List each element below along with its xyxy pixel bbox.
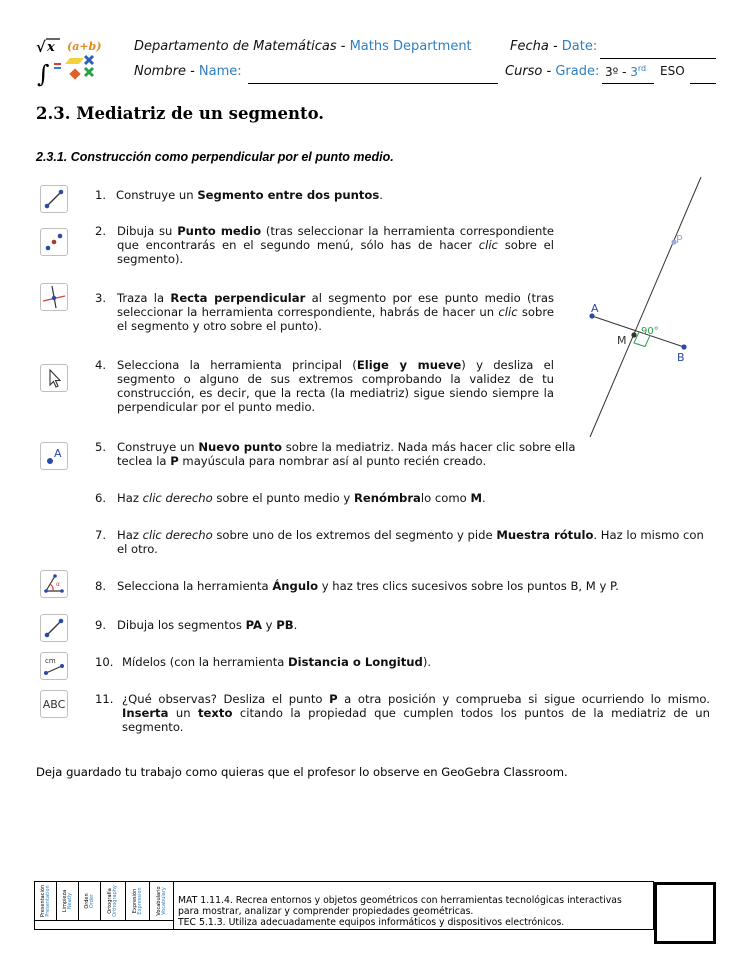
standard-line-3: TEC 5.1.3. Utiliza adecuadamente equipos informáticos y dispositivos electrónicos. <box>178 917 565 928</box>
step-9: 9. Dibuja los segmentos PA y PB. <box>95 618 298 632</box>
step-3: 3. Traza la Recta perpendicular al segmento por ese punto medio (tras seleccionar la herramienta correspondiente, habrás de hacer un clic sobre el segmento y otro sobre el punto). <box>95 291 555 333</box>
point-m <box>631 332 636 337</box>
label-b: B <box>677 351 685 364</box>
segment-tool-icon-2 <box>40 614 68 642</box>
rubric-table <box>34 881 174 930</box>
label-m: M <box>617 334 627 347</box>
rubric-vocabulary: Vocabulario Vocabulary <box>156 886 167 916</box>
bisector-line <box>590 177 701 437</box>
grade-value: 3º - 3rd <box>605 64 647 79</box>
move-tool-icon <box>40 364 68 392</box>
point-label-a: A <box>54 447 62 460</box>
angle-tool-icon <box>40 570 68 598</box>
step-10: 10. Mídelos (con la herramienta Distancia o Longitud). <box>95 655 432 669</box>
standards-box <box>174 881 654 930</box>
step-1: 1. Construye un Segmento entre dos puntos. <box>95 188 383 202</box>
department-logo <box>34 36 114 86</box>
rubric-order: Orden Order <box>79 882 101 920</box>
grade-underline <box>602 83 654 84</box>
step-2: 2. Dibuja su Punto medio (tras seleccionar la herramienta correspondiente que encontrarás en el segundo menú, sólo has de hacer clic sobre el segmento). <box>95 224 555 266</box>
angle-label: 90° <box>641 326 659 337</box>
label-p: P <box>676 233 683 246</box>
course-label: Curso - Grade: <box>505 64 600 79</box>
segment-tool-icon <box>40 185 68 213</box>
name-field[interactable] <box>248 83 498 84</box>
rubric-neatly: Limpieza Neatly <box>57 882 79 920</box>
new-point-tool-icon <box>40 442 68 470</box>
midpoint-tool-icon <box>40 228 68 256</box>
svg-text:α: α <box>56 581 60 588</box>
standard-line-1: MAT 1.11.4. Recrea entornos y objetos geométricos con herramientas tecnológicas interactivas <box>178 895 622 906</box>
step-7: 7. Haz clic derecho sobre uno de los extremos del segmento y pide Muestra rótulo. Haz lo mismo con el otro. <box>95 528 704 556</box>
step-11: 11. ¿Qué observas? Desliza el punto P a otra posición y comprueba si sigue ocurriendo lo mismo. Inserta un texto citando la propiedad que cumplen todos los puntos de la mediatriz de un segmento. <box>95 692 710 734</box>
step-6: 6. Haz clic derecho sobre el punto medio y Renómbralo como M. <box>95 491 486 505</box>
rubric-score-row <box>35 920 173 921</box>
grade-level: ESO <box>660 64 685 78</box>
section-title: 2.3. Mediatriz de un segmento. <box>36 104 325 123</box>
step-4: 4. Selecciona la herramienta principal (Elige y mueve) y desliza el segmento o alguno de sus extremos comprobando la validez de tu construcción, es decir, que la recta (la mediatriz) sigue siendo siempre la perpendicular por el punto medio. <box>95 358 554 414</box>
department-label: Departamento de Matemáticas - Maths Department <box>134 39 472 54</box>
svg-text:√: √ <box>36 38 46 56</box>
point-b <box>681 344 686 349</box>
svg-text:∫: ∫ <box>37 60 50 88</box>
svg-text:x: x <box>47 40 55 55</box>
step-8: 8. Selecciona la herramienta Ángulo y haz tres clics sucesivos sobre los puntos B, M y P. <box>95 579 619 593</box>
perpendicular-tool-icon <box>40 283 68 311</box>
distance-tool-icon <box>40 652 68 680</box>
grade-level-underline <box>690 83 716 84</box>
cm-label: cm <box>45 657 56 665</box>
subsection-title: 2.3.1. Construcción como perpendicular por el punto medio. <box>36 150 394 164</box>
rubric-presentation: Presentación Presentation <box>35 882 57 920</box>
segment-ab <box>592 316 684 347</box>
perpendicular-bisector-figure <box>580 175 715 440</box>
rubric-expression: Expresión Expression <box>126 882 150 920</box>
date-field[interactable] <box>600 58 716 59</box>
logo-formula: (a+b) <box>67 40 102 53</box>
text-tool-icon: ABC <box>40 690 68 718</box>
rubric-orthography: Ortografía Orthography <box>101 882 126 920</box>
step-5: 5. Construye un Nuevo punto sobre la mediatriz. Nada más hacer clic sobre ella teclea la P mayúscula para nombrar así al punto recién creado. <box>95 440 576 468</box>
date-label: Fecha - Date: <box>510 39 598 54</box>
standard-line-2: para mostrar, analizar y comprender propiedades geométricas. <box>178 906 474 917</box>
grade-score-box[interactable] <box>654 882 716 944</box>
closing-note: Deja guardado tu trabajo como quieras que el profesor lo observe en GeoGebra Classroom. <box>36 765 568 779</box>
label-a: A <box>591 302 599 315</box>
name-label: Nombre - Name: <box>134 64 242 79</box>
